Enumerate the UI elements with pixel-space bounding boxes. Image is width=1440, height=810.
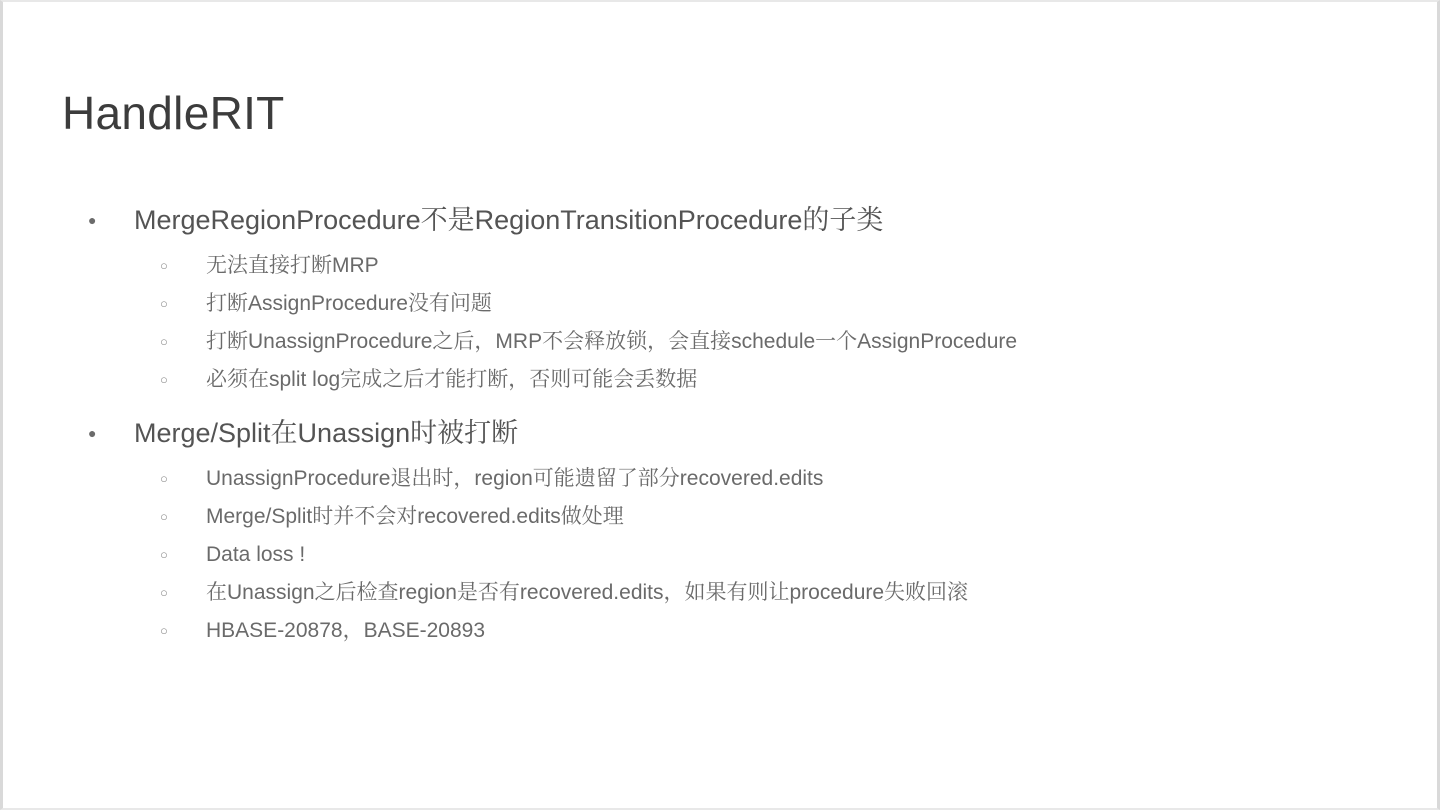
sub-bullet-text: ○ 打断UnassignProcedure之后，MRP不会释放锁，会直接schedule一个AssignProcedure bbox=[206, 330, 1018, 353]
sub-bullet-item bbox=[134, 247, 1382, 285]
bullet-list-level2 bbox=[134, 460, 1382, 650]
sub-bullet-text: ○ HBASE-20878，BASE-20893 bbox=[206, 619, 485, 642]
sub-bullet-item bbox=[134, 460, 1382, 498]
sub-bullet-item bbox=[134, 574, 1382, 612]
sub-bullet-text: ○ 必须在split log完成之后才能打断，否则可能会丢数据 bbox=[206, 368, 698, 391]
sub-bullet-item bbox=[134, 498, 1382, 536]
slide-body bbox=[62, 196, 1382, 660]
page-title: HandleRIT bbox=[62, 87, 285, 139]
sub-bullet-text: ○ 打断AssignProcedure没有问题 bbox=[206, 292, 492, 315]
sub-bullet-item bbox=[134, 612, 1382, 650]
sub-bullet-item bbox=[134, 536, 1382, 574]
bullet-text: ● MergeRegionProcedure不是RegionTransitionProcedure的子类 bbox=[134, 205, 884, 235]
sub-bullet-item bbox=[134, 285, 1382, 323]
bullet-item bbox=[62, 196, 1382, 399]
sub-bullet-text: ○ Merge/Split时并不会对recovered.edits做处理 bbox=[206, 505, 624, 528]
bullet-list-level2 bbox=[134, 247, 1382, 399]
sub-bullet-text: ○ UnassignProcedure退出时，region可能遗留了部分recovered.edits bbox=[206, 467, 824, 490]
sub-bullet-item bbox=[134, 323, 1382, 361]
sub-bullet-text: ○ 无法直接打断MRP bbox=[206, 254, 379, 277]
bullet-list-level1 bbox=[62, 196, 1382, 650]
bullet-item bbox=[62, 409, 1382, 650]
sub-bullet-text: ○ Data loss ! bbox=[206, 543, 306, 566]
sub-bullet-text: ○ 在Unassign之后检查region是否有recovered.edits，如果有则让procedure失败回滚 bbox=[206, 581, 969, 604]
bullet-text: ● Merge/Split在Unassign时被打断 bbox=[134, 418, 519, 448]
sub-bullet-item bbox=[134, 361, 1382, 399]
